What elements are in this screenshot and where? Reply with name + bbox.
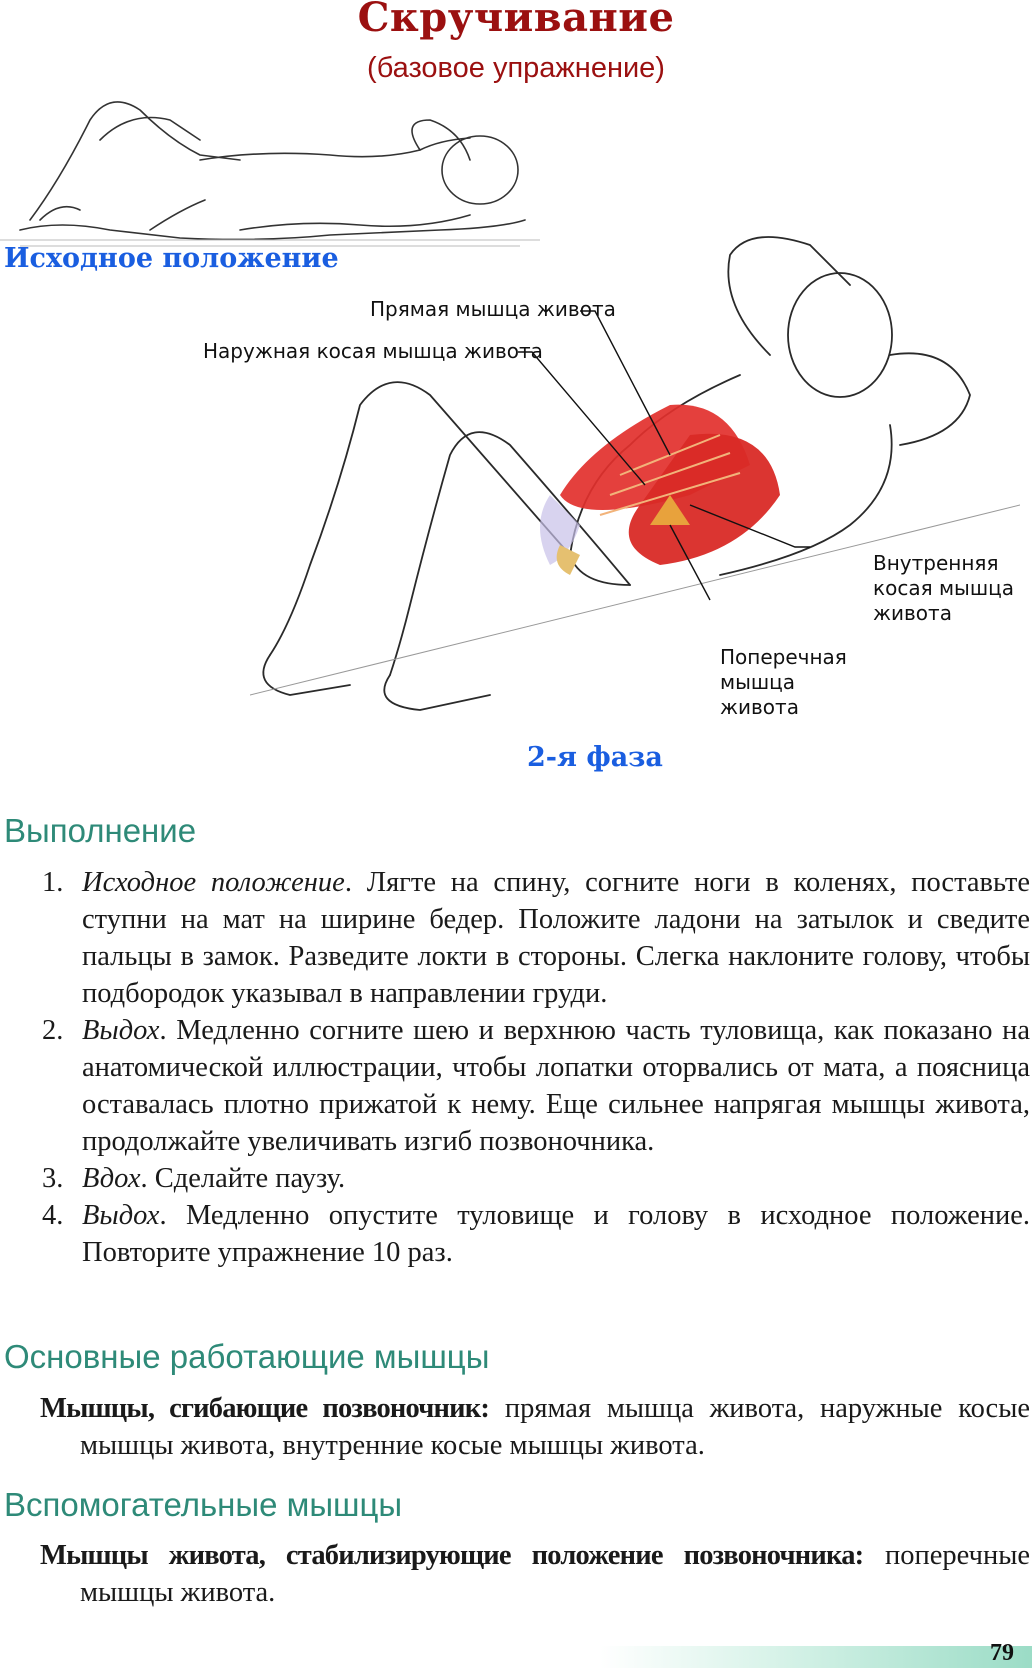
callout-internal-oblique <box>873 551 1014 626</box>
page-subtitle: (базовое упражнение) <box>367 52 665 84</box>
primary-muscles-text <box>40 1390 1030 1464</box>
callout-line: мышца <box>720 670 796 694</box>
phase2-label: 2-я фаза <box>527 742 663 773</box>
page-number: 79 <box>990 1640 1014 1666</box>
step-number: 4. <box>42 1200 64 1231</box>
footer-gradient-bar <box>600 1646 1032 1668</box>
step-text: . Лягте на спину, согните ноги в коленях, поставьте ступни на мат на ширине бедер. Положите ладони на затылок и сведите пальцы в замок. Разведите локти в стороны. Слегка наклоните голову, чтобы подбородок указывал в направлении груди. <box>82 867 1031 1009</box>
callout-external-oblique: Наружная косая мышца живота <box>203 339 543 363</box>
callout-line: косая мышца <box>873 576 1015 600</box>
callout-line: живота <box>720 695 799 719</box>
callout-line: Поперечная <box>720 645 847 669</box>
secondary-muscles-label: Мышцы живота, стабилизирующие положение позвоночника: <box>40 1540 864 1571</box>
callout-line: Внутренняя <box>873 551 999 575</box>
step-number: 3. <box>42 1163 64 1194</box>
step-lead: Выдох <box>82 1200 160 1231</box>
page-title: Скручивание <box>357 0 675 41</box>
secondary-muscles-heading: Вспомогательные мышцы <box>4 1486 403 1523</box>
step-item <box>40 1197 1030 1271</box>
phase2-anatomy-illustration <box>250 225 1020 715</box>
step-item <box>40 864 1030 1012</box>
callout-rectus-abdominis: Прямая мышца живота <box>370 297 616 321</box>
step-text: . Медленно опустите туловище и голову в исходное положение. Повторите упражнение 10 раз. <box>82 1200 1030 1268</box>
step-number: 1. <box>42 867 64 898</box>
primary-muscles-heading: Основные работающие мышцы <box>4 1338 490 1375</box>
step-lead: Исходное положение <box>82 867 345 898</box>
step-item <box>40 1012 1030 1160</box>
step-text: . Сделайте паузу. <box>140 1163 346 1194</box>
step-lead: Выдох <box>82 1015 160 1046</box>
step-number: 2. <box>42 1015 64 1046</box>
primary-muscles-label: Мышцы, сгибающие позвоночник: <box>40 1393 490 1424</box>
secondary-muscles-list: поперечные мышцы живота. <box>80 1540 1031 1608</box>
step-lead: Вдох <box>82 1163 141 1194</box>
callout-transverse-abdominis <box>720 645 847 720</box>
callout-line: живота <box>873 601 952 625</box>
execution-steps <box>40 864 1030 1271</box>
primary-muscles-list: прямая мышца живота, наружные косые мышцы живота, внутренние косые мышцы живота. <box>80 1393 1030 1461</box>
start-position-label: Исходное положение <box>4 243 339 274</box>
step-item <box>40 1160 1030 1197</box>
execution-heading: Выполнение <box>4 812 197 849</box>
secondary-muscles-text <box>40 1537 1030 1611</box>
step-text: . Медленно согните шею и верхнюю часть туловища, как показано на анатомической иллюстрации, чтобы лопатки оторвались от мата, а поясница оставалась плотно прижатой к нему. Еще сильнее напрягая мышцы живота, продолжайте увеличивать изгиб позвоночника. <box>82 1015 1030 1157</box>
